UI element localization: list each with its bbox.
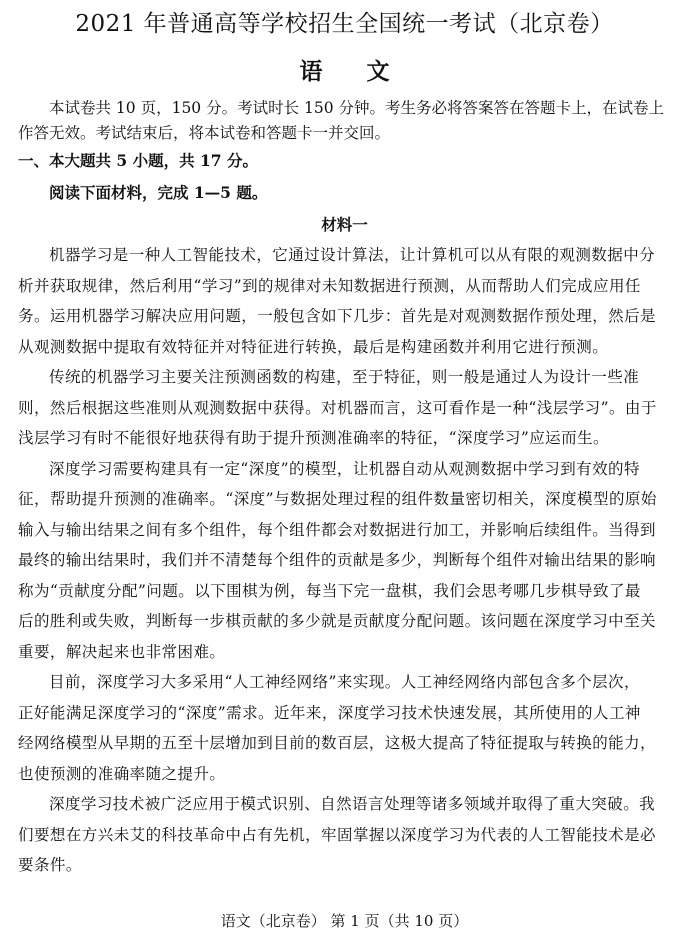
paragraph-line: 浅层学习有时不能很好地获得有助于提升预测准确率的特征，“深度学习”应运而生。 xyxy=(18,429,609,447)
paragraph-line: 们要想在方兴未艾的科技革命中占有先机，牢固掌握以深度学习为代表的人工智能技术是必 xyxy=(18,825,657,844)
section-heading: 一、本大题共 5 小题，共 17 分。 xyxy=(18,151,258,170)
paragraph-line: 机器学习是一种人工智能技术，它通过设计算法，让计算机可以从有限的观测数据中分 xyxy=(49,246,656,264)
paragraph-line: 重要，解决起来也非常困难。 xyxy=(18,642,226,661)
paragraph-line: 征，帮助提升预测的准确率。“深度”与数据处理过程的组件数量密切相关，深度模型的原始 xyxy=(18,490,657,508)
page-footer: 语文（北京卷） 第 1 页（共 10 页） xyxy=(220,912,469,930)
paragraph-line: 正好能满足深度学习的“深度”需求。近年来，深度学习技术快速发展，其所使用的人工神 xyxy=(18,703,641,722)
paragraph-line: 也使预测的准确率随之提升。 xyxy=(18,764,226,783)
paragraph-line: 深度学习技术被广泛应用于模式识别、自然语言处理等诸多领域并取得了重大突破。我 xyxy=(49,795,656,813)
paragraph-line: 目前，深度学习大多采用“人工神经网络”来实现。人工神经网络内部包含多个层次， xyxy=(49,673,640,691)
paragraph-line: 要条件。 xyxy=(18,856,82,874)
paragraph-line: 称为“贡献度分配”问题。以下围棋为例，每当下完一盘棋，我们会思考哪几步棋导致了最 xyxy=(18,581,641,600)
notice-line: 本试卷共 10 页，150 分。考试时长 150 分钟。考生务必将答案答在答题卡上，在试卷上 xyxy=(49,99,665,117)
material-title: 材料一 xyxy=(321,215,368,234)
exam-title: 2021 年普通高等学校招生全国统一考试（北京卷） xyxy=(75,11,614,37)
notice-line: 作答无效。考试结束后，将本试卷和答题卡一并交回。 xyxy=(18,124,391,142)
paragraph-line: 传统的机器学习主要关注预测函数的构建，至于特征，则一般是通过人为设计一些准 xyxy=(49,368,640,386)
exam-notice xyxy=(18,96,670,146)
paragraph-line: 后的胜利或失败，判断每一步棋贡献的多少就是贡献度分配问题。该问题在深度学习中至关 xyxy=(18,612,657,630)
paragraph-line: 则，然后根据这些准则从观测数据中获得。对机器而言，这可看作是一种“浅层学习”。由于 xyxy=(18,398,657,417)
paragraph-line: 从观测数据中提取有效特征并对特征进行转换，最后是构建函数并利用它进行预测。 xyxy=(18,337,609,356)
subject-title: 语 文 xyxy=(299,58,408,85)
reading-instruction: 阅读下面材料，完成 1—5 题。 xyxy=(49,183,268,202)
paragraph-line: 析并获取规律，然后利用“学习”到的规律对未知数据进行预测，从而帮助人们完成应用任 xyxy=(18,276,641,295)
paragraph-line: 经网络模型从早期的五至十层增加到目前的数百层，这极大提高了特征提取与转换的能力， xyxy=(18,734,657,752)
paragraph-line: 输入与输出结果之间有多个组件，每个组件都会对数据进行加工，并影响后续组件。当得到 xyxy=(18,520,657,539)
paragraph-line: 最终的输出结果时，我们并不清楚每个组件的贡献是多少，判断每个组件对输出结果的影响 xyxy=(18,551,657,569)
material-body xyxy=(18,240,670,881)
paragraph-line: 务。运用机器学习解决应用问题，一般包含如下几步：首先是对观测数据作预处理，然后是 xyxy=(18,307,657,325)
paragraph-line: 深度学习需要构建具有一定“深度”的模型，让机器自动从观测数据中学习到有效的特 xyxy=(49,459,640,478)
